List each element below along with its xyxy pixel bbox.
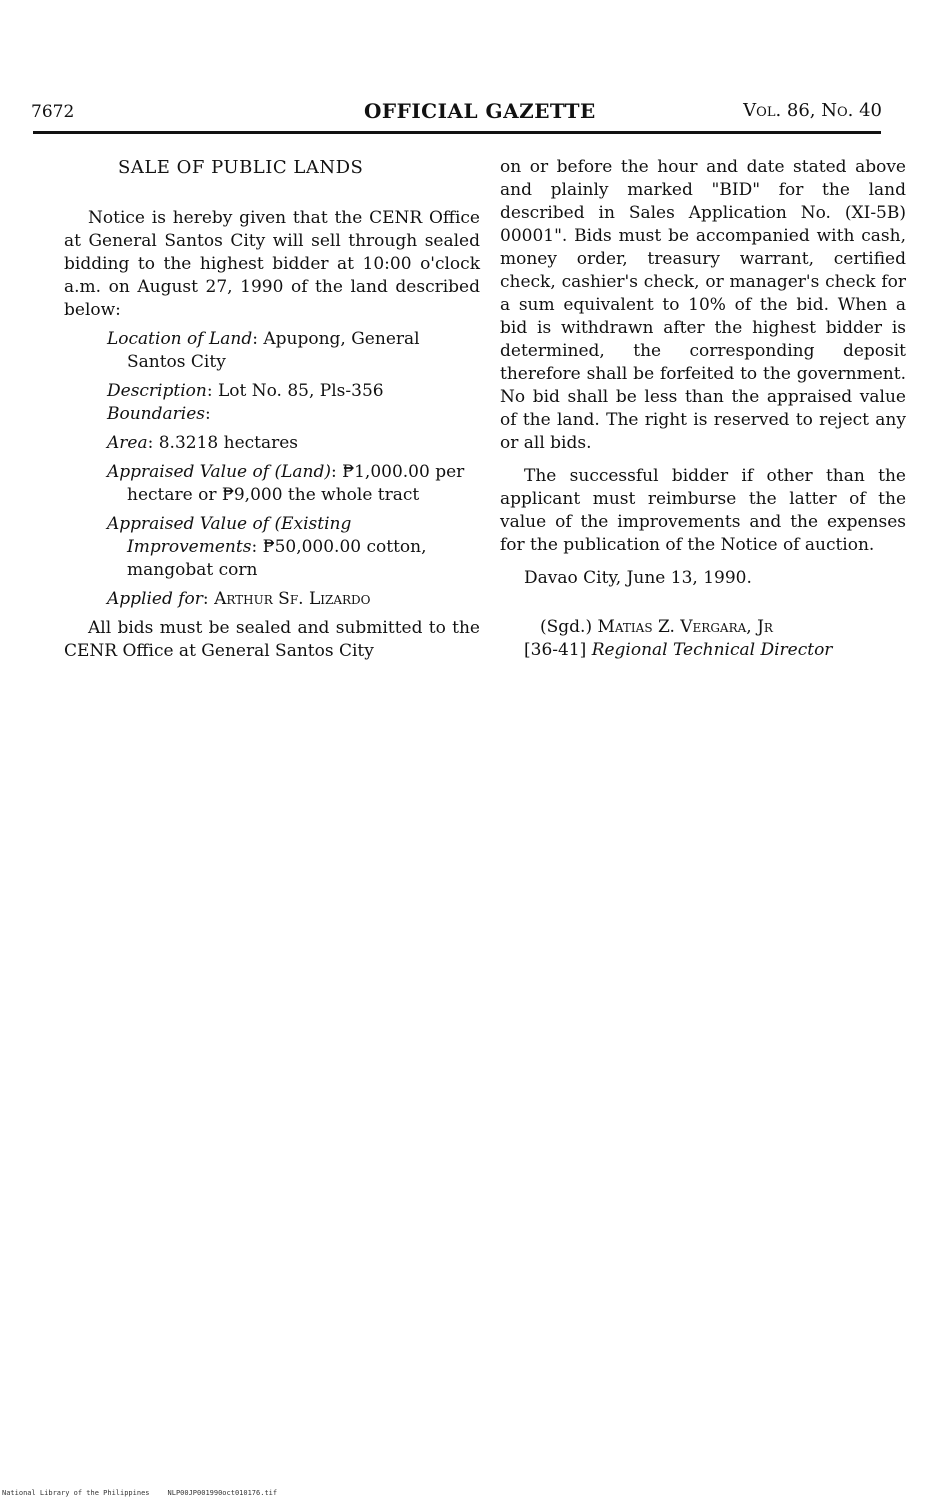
area-label: Area <box>107 433 148 453</box>
scan-filename: NLP00JP001990oct010176.tif <box>167 1489 278 1497</box>
area-value: : 8.3218 hectares <box>147 433 299 453</box>
library-credit: National Library of the Philippines <box>2 1489 150 1497</box>
signatory-name: Matias Z. Vergara, Jr <box>597 617 773 637</box>
description-value: : Lot No. 85, Pls-356 <box>206 381 384 401</box>
applied-label: Applied for <box>107 589 203 609</box>
detail-location <box>107 328 480 374</box>
location-label: Location of Land <box>107 329 253 349</box>
improvements-label: Appraised Value of (Existing Improvements <box>107 514 352 557</box>
right-column <box>500 156 906 662</box>
improvements-value: : ₱50,000.00 cotton, mangobat corn <box>127 537 427 580</box>
notice-heading: SALE OF PUBLIC LANDS <box>118 157 364 178</box>
detail-improvements-value <box>107 513 480 582</box>
location-value: : Apupong, General Santos City <box>127 329 420 372</box>
bids-paragraph-start: All bids must be sealed and submitted to the CENR Office at General Santos City <box>64 618 480 661</box>
signatory-title-line <box>524 639 906 662</box>
page-number: 7672 <box>31 102 75 122</box>
detail-applicant <box>107 588 480 611</box>
boundaries-value: : <box>205 404 211 424</box>
publication-title: OFFICIAL GAZETTE <box>364 99 596 123</box>
notice-intro: Notice is hereby given that the CENR Office at General Santos City will sell through sealed bidding to the highest bidder at 10:00 o'clock a.m. on August 27, 1990 of the land described below: <box>64 208 480 320</box>
left-column <box>64 156 480 663</box>
detail-land-value <box>107 461 480 507</box>
publication-reference: [36-41] <box>524 640 587 660</box>
boundaries-label: Boundaries <box>107 404 205 424</box>
detail-boundaries <box>107 403 480 426</box>
signature-line <box>540 616 906 639</box>
applied-colon: : <box>202 589 209 609</box>
land-value-label: Appraised Value of (Land) <box>107 462 331 482</box>
header-divider <box>33 131 881 134</box>
detail-description <box>107 380 480 403</box>
date-line: Davao City, June 13, 1990. <box>524 568 752 588</box>
signatory-role: Regional Technical Director <box>591 640 833 660</box>
signature-prefix: (Sgd.) <box>540 617 593 637</box>
bids-paragraph-continued: on or before the hour and date stated above and plainly marked "BID" for the land described in Sales Application No. (XI-5B) 00001". Bids must be accompanied with cash, money order, treasury warrant, certified check, cashier's check, or manager's check for a sum equivalent to 10% of the bid. When a bid is withdrawn after the highest bidder is determined, the corresponding deposit therefore shall be forfeited to the government. No bid shall be less than the appraised value of the land. The right is reserved to reject any or all bids. <box>500 157 906 453</box>
land-value-value: : ₱1,000.00 per hectare or ₱9,000 the whole tract <box>127 462 465 505</box>
volume-number: Vol. 86, No. 40 <box>743 100 882 121</box>
description-label: Description <box>107 381 207 401</box>
scan-footer <box>2 1489 277 1497</box>
applicant-name: Arthur Sf. Lizardo <box>214 589 371 609</box>
reimburse-paragraph: The successful bidder if other than the applicant must reimburse the latter of the value of the improvements and the expenses for the publication of the Notice of auction. <box>500 466 906 555</box>
detail-area <box>107 432 480 455</box>
